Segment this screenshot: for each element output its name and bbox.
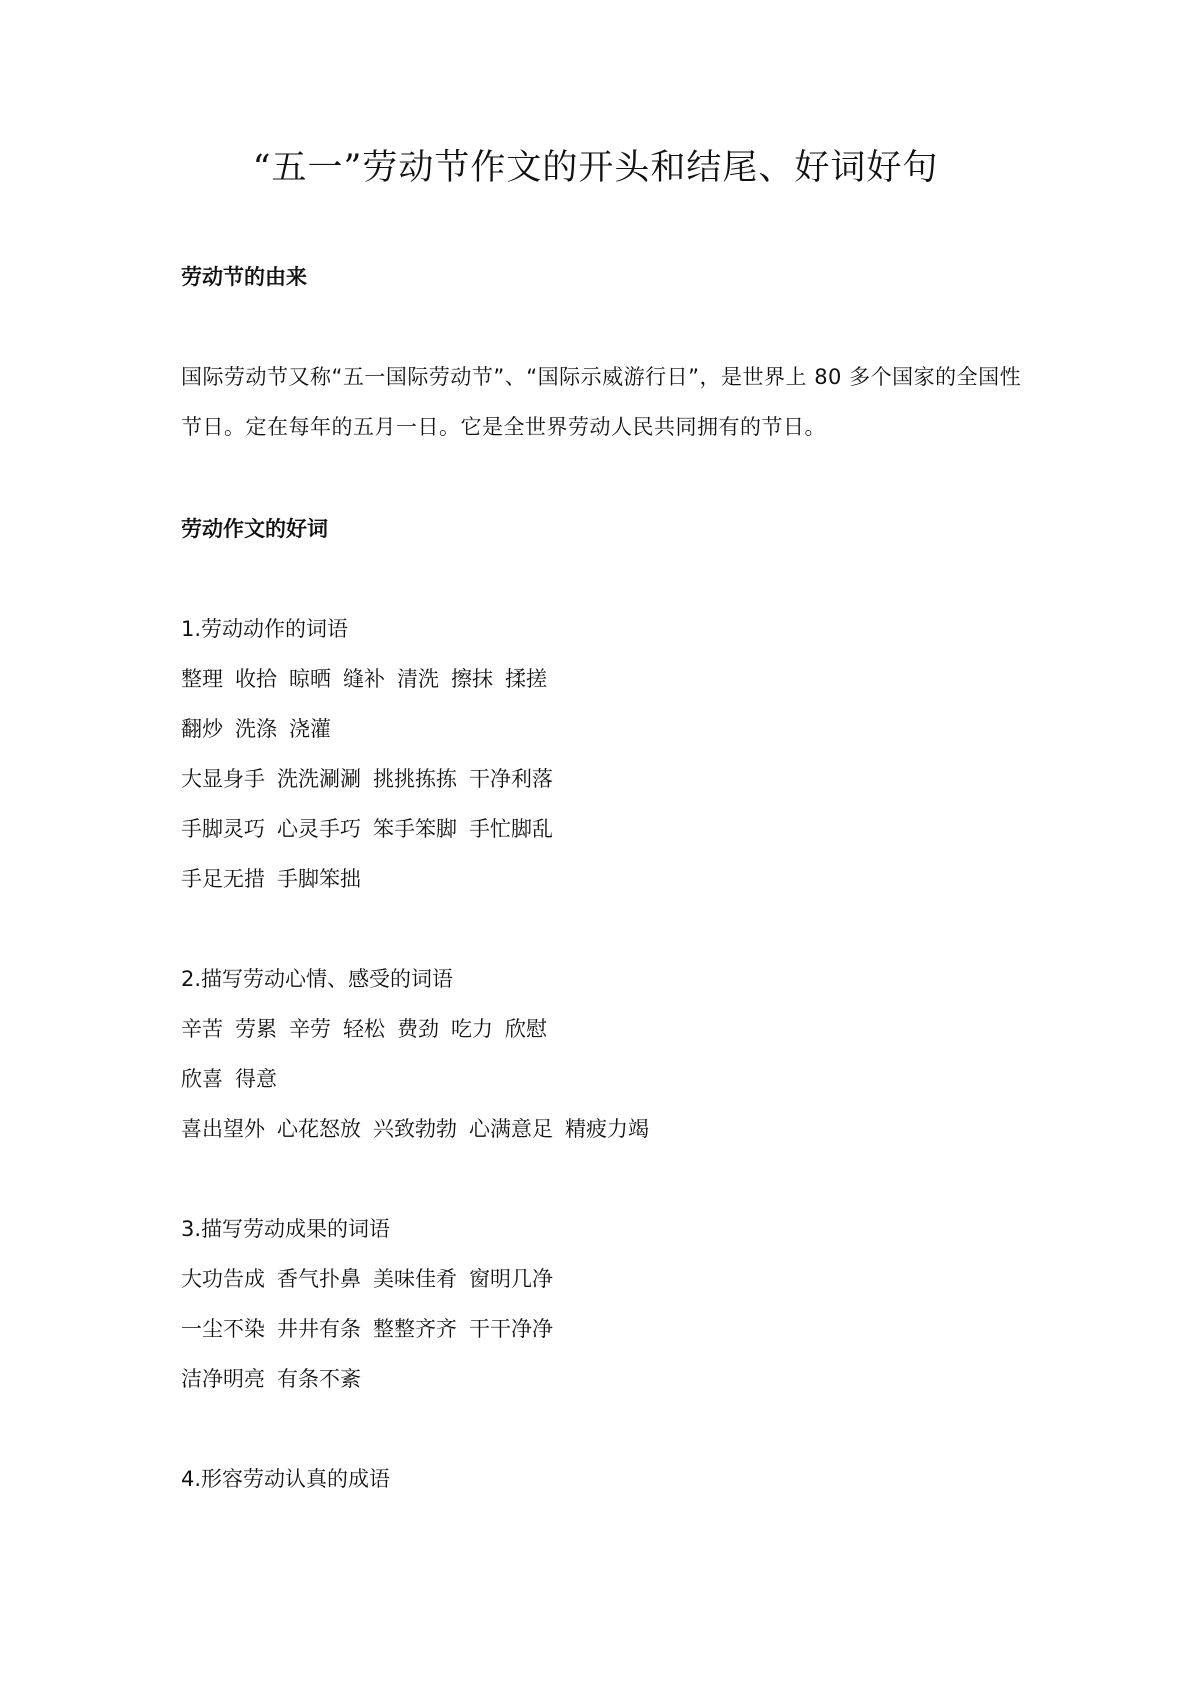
word: 香气扑鼻 <box>277 1267 361 1291</box>
word: 心灵手巧 <box>277 817 361 841</box>
word-line <box>181 1264 565 1294</box>
word: 辛苦 <box>181 1017 223 1041</box>
word: 缝补 <box>343 667 385 691</box>
word: 浇灌 <box>289 717 331 741</box>
word: 干干净净 <box>469 1317 553 1341</box>
section-heading-origin: 劳动节的由来 <box>181 265 307 289</box>
word: 轻松 <box>343 1017 385 1041</box>
word-line <box>181 1114 661 1144</box>
word-line <box>181 814 565 844</box>
word: 洗洗涮涮 <box>277 767 361 791</box>
word: 得意 <box>235 1067 277 1091</box>
word: 整理 <box>181 667 223 691</box>
word: 一尘不染 <box>181 1317 265 1341</box>
word: 手忙脚乱 <box>469 817 553 841</box>
word: 美味佳肴 <box>373 1267 457 1291</box>
word: 翻炒 <box>181 717 223 741</box>
word: 窗明几净 <box>469 1267 553 1291</box>
section-heading-good-words: 劳动作文的好词 <box>181 517 328 541</box>
word: 吃力 <box>451 1017 493 1041</box>
word: 洁净明亮 <box>181 1367 265 1391</box>
word: 费劲 <box>397 1017 439 1041</box>
word: 大功告成 <box>181 1267 265 1291</box>
word: 清洗 <box>397 667 439 691</box>
word: 欣慰 <box>505 1017 547 1041</box>
word: 手脚灵巧 <box>181 817 265 841</box>
word: 井井有条 <box>277 1317 361 1341</box>
word: 欣喜 <box>181 1067 223 1091</box>
word: 兴致勃勃 <box>373 1117 457 1141</box>
word: 揉搓 <box>505 667 547 691</box>
word-line <box>181 714 343 744</box>
word: 手足无措 <box>181 867 265 891</box>
word: 笨手笨脚 <box>373 817 457 841</box>
word: 喜出望外 <box>181 1117 265 1141</box>
word: 收拾 <box>235 667 277 691</box>
group-title-1: 1.劳动动作的词语 <box>181 617 349 641</box>
group-title-3: 3.描写劳动成果的词语 <box>181 1217 391 1241</box>
word: 心满意足 <box>469 1117 553 1141</box>
word: 大显身手 <box>181 767 265 791</box>
word: 擦抹 <box>451 667 493 691</box>
word-line <box>181 1314 565 1344</box>
word: 手脚笨拙 <box>277 867 361 891</box>
word: 精疲力竭 <box>565 1117 649 1141</box>
word: 有条不紊 <box>277 1367 361 1391</box>
group-title-4: 4.形容劳动认真的成语 <box>181 1467 391 1491</box>
word: 洗涤 <box>235 717 277 741</box>
word: 心花怒放 <box>277 1117 361 1141</box>
word: 整整齐齐 <box>373 1317 457 1341</box>
word: 劳累 <box>235 1017 277 1041</box>
word-line <box>181 664 559 694</box>
word: 挑挑拣拣 <box>373 767 457 791</box>
word: 辛劳 <box>289 1017 331 1041</box>
page-title: “五一”劳动节作文的开头和结尾、好词好句 <box>252 148 939 188</box>
origin-paragraph: 国际劳动节又称“五一国际劳动节”、“国际示威游行日”，是世界上 80 多个国家的全国性节日。定在每年的五月一日。它是全世界劳动人民共同拥有的节日。 <box>181 365 1022 439</box>
word: 干净利落 <box>469 767 553 791</box>
group-title-2: 2.描写劳动心情、感受的词语 <box>181 967 454 991</box>
word-line <box>181 1014 559 1044</box>
word-line <box>181 1064 289 1094</box>
word-line <box>181 864 373 894</box>
word-line <box>181 1364 373 1394</box>
word: 晾晒 <box>289 667 331 691</box>
word-line <box>181 764 565 794</box>
